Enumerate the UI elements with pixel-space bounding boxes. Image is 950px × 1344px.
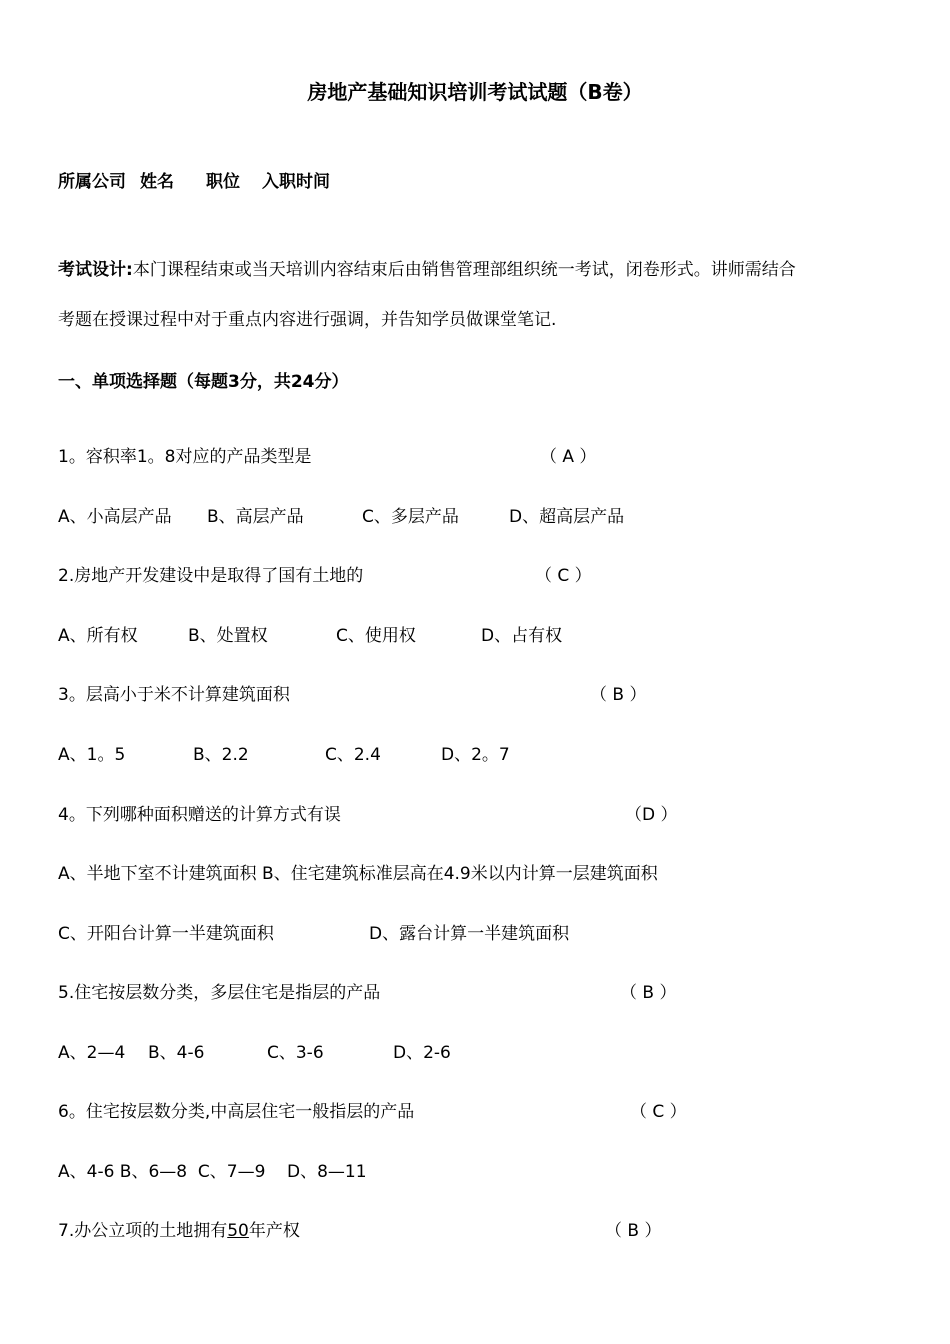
option-c: C、使用权 bbox=[336, 626, 416, 646]
answer-key: （ B ） bbox=[620, 983, 677, 1003]
option-c: C、开阳台计算一半建筑面积 bbox=[58, 924, 274, 944]
name-label: 姓名 bbox=[140, 172, 174, 192]
design-text-line2: 考题在授课过程中对于重点内容进行强调，并告知学员做课堂笔记. bbox=[58, 310, 557, 330]
stem-underlined-value: 50 bbox=[227, 1221, 249, 1241]
answer-key: （ C ） bbox=[535, 566, 592, 586]
option-c: C、2.4 bbox=[325, 745, 381, 765]
answer-key: （D ） bbox=[625, 805, 678, 825]
options-line: A、4-6 B、6—8 C、7—9 D、8—11 bbox=[58, 1162, 367, 1182]
position-label: 职位 bbox=[206, 172, 240, 192]
question-stem: 4。下列哪种面积赠送的计算方式有误 bbox=[58, 805, 341, 825]
option-d: D、超高层产品 bbox=[509, 507, 625, 527]
stem-after: 年产权 bbox=[248, 1221, 300, 1241]
option-d: D、2。7 bbox=[441, 745, 510, 765]
section-heading: 一、单项选择题（每题3分，共24分） bbox=[58, 372, 349, 392]
options-line: A、半地下室不计建筑面积 B、住宅建筑标准层高在4.9米以内计算一层建筑面积 bbox=[58, 864, 658, 884]
option-c: C、3-6 bbox=[267, 1043, 324, 1063]
answer-key: （ A ） bbox=[540, 447, 597, 467]
option-d: D、2-6 bbox=[393, 1043, 451, 1063]
design-label: 考试设计: bbox=[58, 260, 133, 280]
option-b: B、高层产品 bbox=[207, 507, 304, 527]
question-stem: 6。住宅按层数分类,中高层住宅一般指层的产品 bbox=[58, 1102, 415, 1122]
option-a: A、2—4 bbox=[58, 1043, 126, 1063]
option-a: A、所有权 bbox=[58, 626, 138, 646]
option-b: B、处置权 bbox=[188, 626, 268, 646]
option-d: D、占有权 bbox=[481, 626, 563, 646]
answer-key: （ C ） bbox=[630, 1102, 687, 1122]
option-a: A、1。5 bbox=[58, 745, 126, 765]
company-label: 所属公司 bbox=[58, 172, 126, 192]
question-stem bbox=[58, 1220, 300, 1242]
stem-before: 7.办公立项的土地拥有 bbox=[58, 1221, 228, 1241]
question-stem: 2.房地产开发建设中是取得了国有土地的 bbox=[58, 566, 364, 586]
question-stem: 5.住宅按层数分类，多层住宅是指层的产品 bbox=[58, 983, 381, 1003]
design-text-line1: 本门课程结束或当天培训内容结束后由销售管理部组织统一考试，闭卷形式。讲师需结合 bbox=[132, 260, 796, 280]
option-d: D、露台计算一半建筑面积 bbox=[369, 924, 570, 944]
hire-date-label: 入职时间 bbox=[262, 172, 330, 192]
option-b: B、2.2 bbox=[193, 745, 249, 765]
option-c: C、多层产品 bbox=[362, 507, 459, 527]
option-b: B、4-6 bbox=[148, 1043, 205, 1063]
document-title: 房地产基础知识培训考试试题（B卷） bbox=[307, 80, 643, 104]
answer-key: （ B ） bbox=[590, 685, 647, 705]
answer-key: （ B ） bbox=[605, 1221, 662, 1241]
question-stem: 3。层高小于米不计算建筑面积 bbox=[58, 685, 290, 705]
option-a: A、小高层产品 bbox=[58, 507, 172, 527]
question-stem: 1。容积率1。8对应的产品类型是 bbox=[58, 447, 312, 467]
